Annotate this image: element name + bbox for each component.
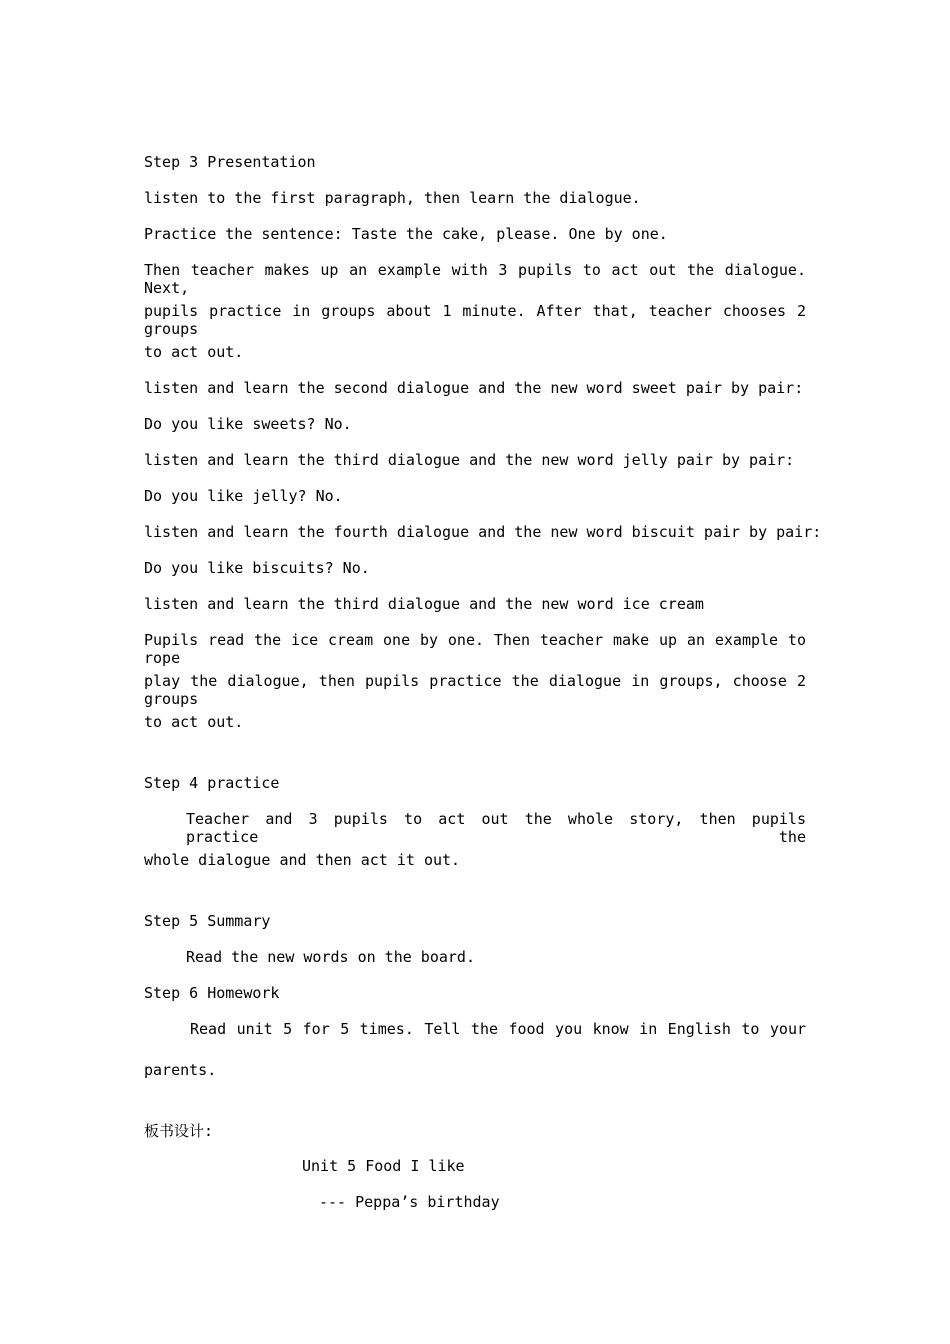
step4-heading: Step 4 practice [144,774,280,792]
step3-heading: Step 3 Presentation [144,153,316,171]
step3-line-14: play the dialogue, then pupils practice the dialogue in groups, choose 2 groups [144,672,806,708]
step3-line-12: listen and learn the third dialogue and the new word ice cream [144,595,704,613]
step3-line-8: listen and learn the third dialogue and the new word jelly pair by pair: [144,451,795,469]
step3-line-11: Do you like biscuits? No. [144,559,370,577]
step3-line-6: listen and learn the second dialogue and the new word sweet pair by pair: [144,379,804,397]
board-design-label: 板书设计: [144,1122,214,1140]
step4-line-1: Teacher and 3 pupils to act out the whole story, then pupils practice the [186,810,806,846]
step3-line-7: Do you like sweets? No. [144,415,352,433]
step4-line-2: whole dialogue and then act it out. [144,851,461,869]
step3-line-15: to act out. [144,713,244,731]
step5-line-1: Read the new words on the board. [186,948,475,966]
step3-line-5: to act out. [144,343,244,361]
step3-line-9: Do you like jelly? No. [144,487,343,505]
step6-heading: Step 6 Homework [144,984,280,1002]
step3-line-4: pupils practice in groups about 1 minute. After that, teacher chooses 2 groups [144,302,806,338]
step3-line-10: listen and learn the fourth dialogue and the new word biscuit pair by pair: [144,523,822,541]
step3-line-1: listen to the first paragraph, then learn the dialogue. [144,189,641,207]
step3-line-2: Practice the sentence: Taste the cake, please. One by one. [144,225,668,243]
step6-line-1: Read unit 5 for 5 times. Tell the food you know in English to your [190,1020,806,1038]
step5-heading: Step 5 Summary [144,912,271,930]
step3-line-13: Pupils read the ice cream one by one. Then teacher make up an example to rope [144,631,806,667]
step6-line-2: parents. [144,1061,217,1079]
board-subtitle: --- Peppa’s birthday [319,1193,500,1211]
board-title: Unit 5 Food I like [302,1157,465,1175]
step3-line-3: Then teacher makes up an example with 3 pupils to act out the dialogue. Next, [144,261,806,297]
